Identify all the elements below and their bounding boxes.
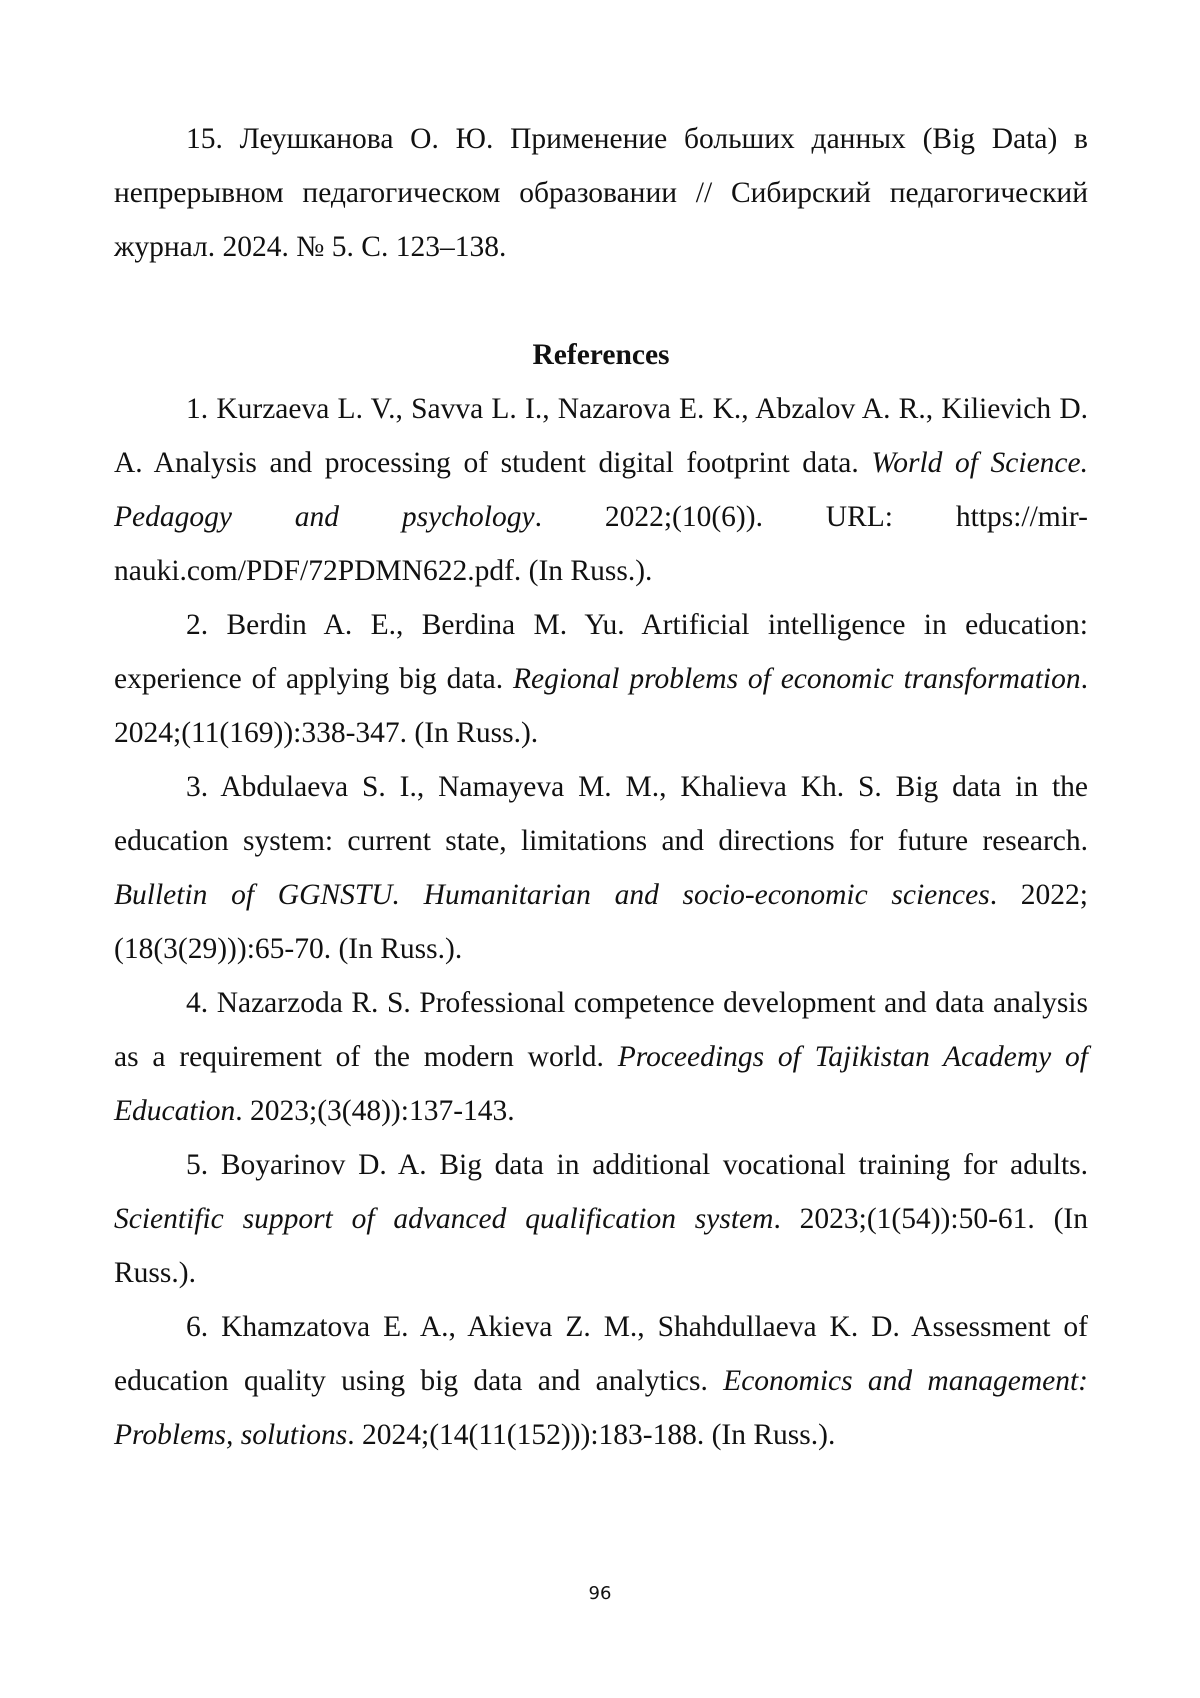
references-heading: References (532, 339, 670, 371)
reference-item-2: 2. Berdin A. E., Berdina M. Yu. Artificial intelligence in education: experience of applying big data. Regional problems of economic transformation. 2024;(11(169)):338-347. (In Russ.). (114, 609, 1088, 749)
reference-source: Proceedings of Tajikistan Academy of Education (114, 1041, 1089, 1127)
prior-reference-15: 15. Леушканова О. Ю. Применение больших данных (Big Data) в непрерывном педагогическом образовании // Сибирский педагогический журнал. 2024. № 5. С. 123–138. (114, 123, 1088, 263)
reference-source: World of Science. Pedagogy and psychology (114, 447, 1088, 533)
reference-item-3: 3. Abdulaeva S. I., Namayeva M. M., Khalieva Kh. S. Big data in the education system: current state, limitations and directions for future research. Bulletin of GGNSTU. Humanitarian and socio-economic sciences. 2022;(18(3(29))):65-70. (In Russ.). (114, 771, 1088, 965)
references-list (114, 382, 1088, 1462)
reference-item-4: 4. Nazarzoda R. S. Professional competence development and data analysis as a requirement of the modern world. Proceedings of Tajikistan Academy of Education. 2023;(3(48)):137-143. (114, 987, 1089, 1127)
reference-source: Scientific support of advanced qualification system (114, 1203, 774, 1235)
reference-source: Economics and management: Problems, solutions (114, 1365, 1088, 1451)
reference-item-5: 5. Boyarinov D. A. Big data in additional vocational training for adults. Scientific support of advanced qualification system. 2023;(1(54)):50-61. (In Russ.). (114, 1149, 1088, 1289)
reference-source: Regional problems of economic transformation (513, 663, 1081, 695)
page-number: 96 (588, 1583, 612, 1604)
reference-source: Bulletin of GGNSTU. Humanitarian and socio-economic sciences (114, 879, 990, 911)
reference-item-1: 1. Kurzaeva L. V., Savva L. I., Nazarova E. K., Abzalov A. R., Kilievich D. A. Analysis and processing of student digital footprint data. World of Science. Pedagogy and psychology. 2022;(10(6)). URL: https://mir-nauki.com/PDF/72PDMN622.pdf. (In Russ.). (114, 393, 1088, 587)
reference-item-6: 6. Khamzatova E. A., Akieva Z. M., Shahdullaeva K. D. Assessment of education quality using big data and analytics. Economics and management: Problems, solutions. 2024;(14(11(152))):183-188. (In Russ.). (114, 1311, 1088, 1451)
page-body (114, 112, 1088, 1462)
